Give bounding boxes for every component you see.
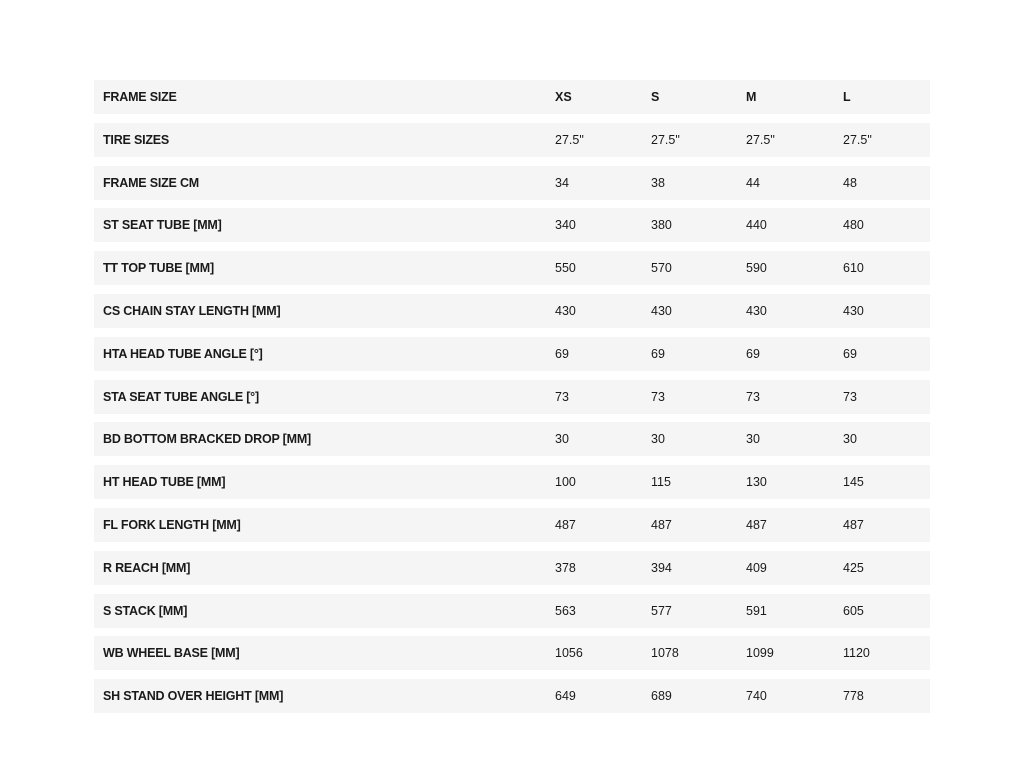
row-value: 487: [555, 517, 576, 532]
table-row: [94, 380, 930, 414]
row-value: 30: [843, 432, 857, 447]
table-row: [94, 422, 930, 456]
row-value: 689: [651, 689, 672, 704]
row-value: 73: [651, 389, 665, 404]
row-value: 73: [555, 389, 569, 404]
table-row: [94, 166, 930, 200]
row-value: 145: [843, 475, 864, 490]
row-value: 740: [746, 689, 767, 704]
row-value: 34: [555, 175, 569, 190]
row-value: 1078: [651, 646, 679, 661]
row-value: 487: [746, 517, 767, 532]
row-value: 130: [746, 475, 767, 490]
row-value: 487: [843, 517, 864, 532]
row-label: TT TOP TUBE [MM]: [103, 261, 214, 276]
row-value: 409: [746, 560, 767, 575]
size-header-l: L: [843, 90, 851, 104]
row-value: 430: [843, 303, 864, 318]
row-value: 100: [555, 475, 576, 490]
row-value: 69: [843, 346, 857, 361]
row-label: FRAME SIZE CM: [103, 175, 200, 190]
row-label: FL FORK LENGTH [MM]: [103, 517, 241, 532]
row-value: 394: [651, 560, 672, 575]
row-label: S STACK [MM]: [103, 603, 188, 618]
row-label: TIRE SIZES: [103, 132, 170, 147]
table-body: [94, 123, 930, 713]
row-value: 649: [555, 689, 576, 704]
row-value: 430: [746, 303, 767, 318]
row-value: 1056: [555, 646, 583, 661]
row-label: CS CHAIN STAY LENGTH [MM]: [103, 303, 281, 318]
row-value: 425: [843, 560, 864, 575]
row-value: 48: [843, 175, 857, 190]
row-value: 563: [555, 603, 576, 618]
row-value: 115: [651, 475, 671, 490]
row-value: 69: [651, 346, 665, 361]
table-header-row: [94, 80, 930, 114]
row-label: HTA HEAD TUBE ANGLE [°]: [103, 346, 263, 361]
row-value: 591: [746, 603, 767, 618]
row-value: 577: [651, 603, 672, 618]
row-value: 27.5": [651, 132, 680, 147]
row-value: 38: [651, 175, 665, 190]
row-value: 487: [651, 517, 672, 532]
size-header-m: M: [746, 90, 757, 104]
row-value: 430: [555, 303, 576, 318]
row-value: 378: [555, 560, 576, 575]
table-row: [94, 294, 930, 328]
row-label: R REACH [MM]: [103, 560, 191, 575]
table-row: [94, 465, 930, 499]
row-value: 550: [555, 261, 576, 276]
row-value: 44: [746, 175, 760, 190]
geometry-table: [94, 80, 930, 722]
table-row: [94, 123, 930, 157]
row-label: STA SEAT TUBE ANGLE [°]: [103, 389, 259, 404]
row-value: 30: [651, 432, 665, 447]
table-row: [94, 551, 930, 585]
row-value: 73: [843, 389, 857, 404]
row-label: WB WHEEL BASE [MM]: [103, 646, 240, 661]
header-label: FRAME SIZE: [103, 90, 177, 104]
row-value: 30: [555, 432, 569, 447]
row-value: 69: [746, 346, 760, 361]
row-value: 380: [651, 218, 672, 233]
row-value: 480: [843, 218, 864, 233]
row-value: 570: [651, 261, 672, 276]
size-header-s: S: [651, 90, 660, 104]
table-row: [94, 636, 930, 670]
table-row: [94, 208, 930, 242]
size-header-xs: XS: [555, 90, 572, 104]
row-value: 778: [843, 689, 864, 704]
row-label: HT HEAD TUBE [MM]: [103, 475, 226, 490]
table-row: [94, 251, 930, 285]
table-row: [94, 337, 930, 371]
table-row: [94, 594, 930, 628]
row-value: 605: [843, 603, 864, 618]
row-value: 27.5": [746, 132, 775, 147]
row-value: 340: [555, 218, 576, 233]
table-row: [94, 679, 930, 713]
row-label: SH STAND OVER HEIGHT [MM]: [103, 689, 284, 704]
table-row: [94, 508, 930, 542]
row-value: 27.5": [555, 132, 584, 147]
row-label: BD BOTTOM BRACKED DROP [MM]: [103, 432, 312, 447]
row-value: 73: [746, 389, 760, 404]
row-value: 1120: [843, 646, 870, 661]
row-value: 440: [746, 218, 767, 233]
row-value: 590: [746, 261, 767, 276]
row-value: 30: [746, 432, 760, 447]
row-value: 430: [651, 303, 672, 318]
row-label: ST SEAT TUBE [MM]: [103, 218, 222, 233]
row-value: 610: [843, 261, 864, 276]
row-value: 69: [555, 346, 569, 361]
row-value: 27.5": [843, 132, 872, 147]
row-value: 1099: [746, 646, 774, 661]
